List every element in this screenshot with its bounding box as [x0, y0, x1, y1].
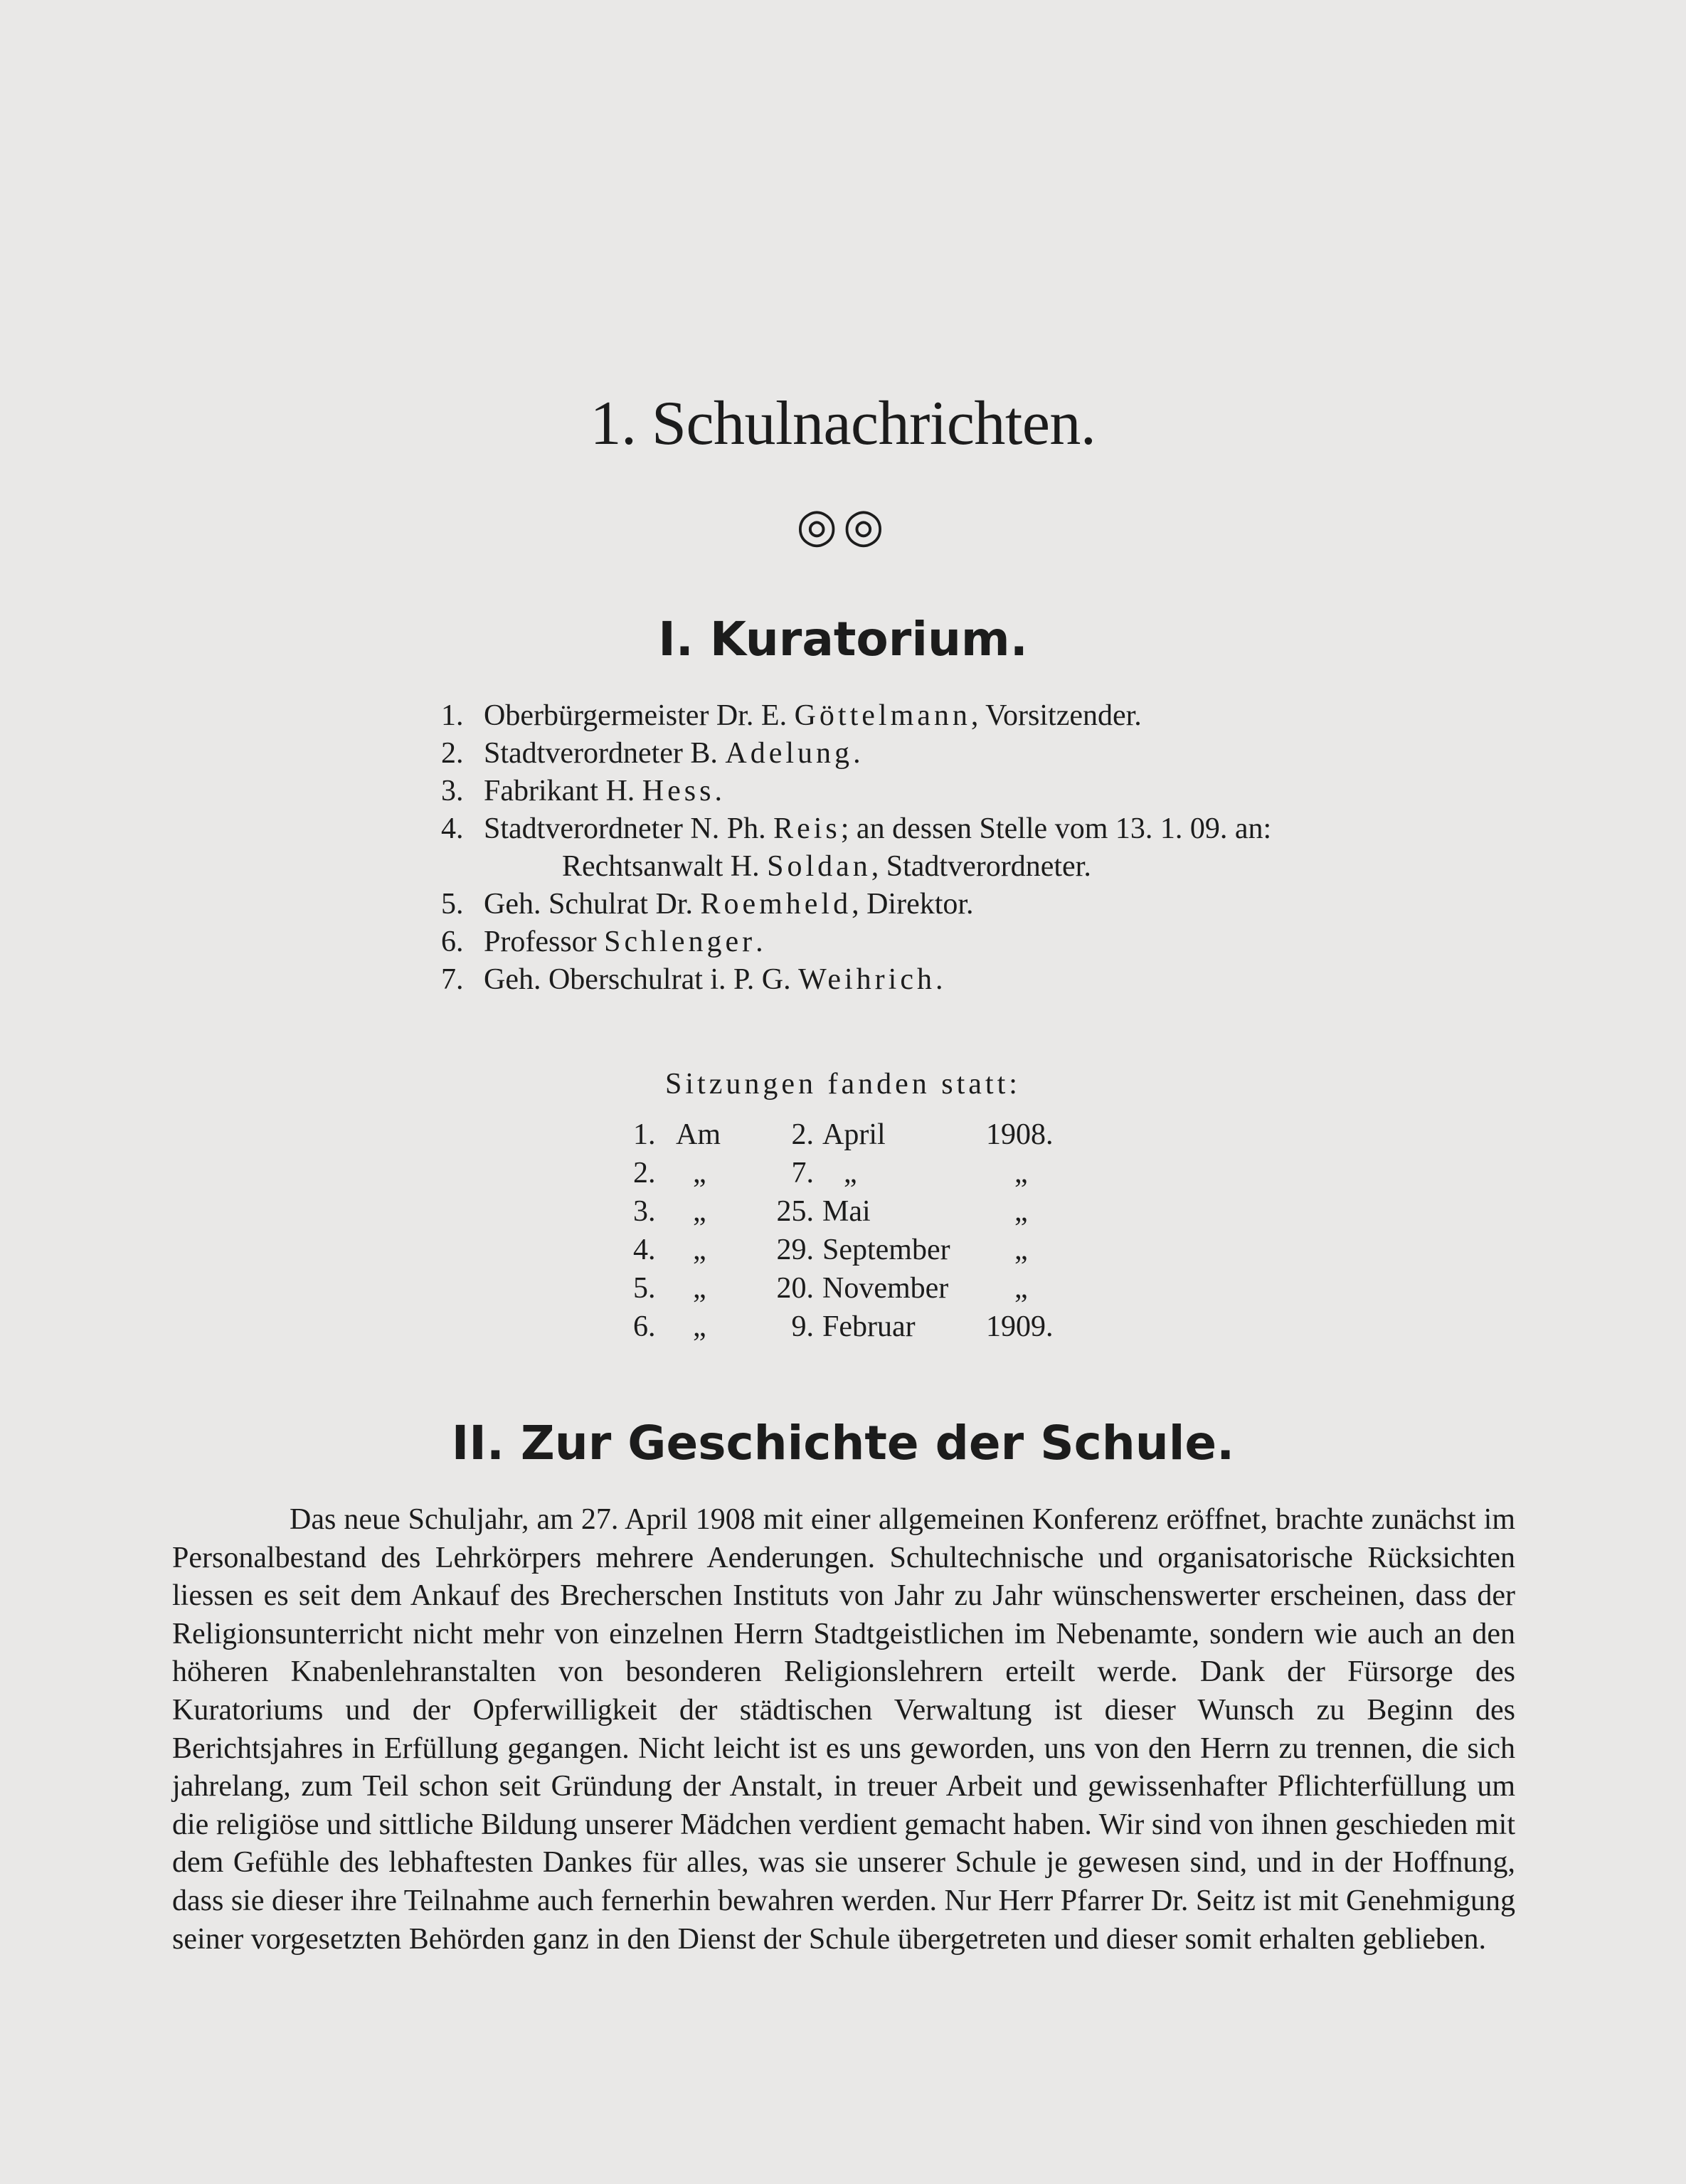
- member-role: .: [755, 926, 763, 958]
- member-name: Göttelmann: [794, 699, 971, 732]
- session-number: 3.: [633, 1195, 656, 1228]
- list-item: [441, 923, 1473, 961]
- session-prefix: Am: [676, 1118, 721, 1151]
- member-name: Hess: [642, 775, 715, 807]
- member-title: Geh. Schulrat Dr.: [484, 888, 701, 921]
- list-item-number: [441, 848, 484, 886]
- list-item-number: 4.: [441, 812, 464, 845]
- member-role: ; an dessen Stelle vom 13. 1. 09. an:: [840, 812, 1272, 845]
- session-year: „: [1014, 1234, 1028, 1266]
- member-role: , Stadtverordneter.: [871, 850, 1091, 883]
- member-name: Weihrich: [798, 963, 935, 996]
- session-prefix: „: [693, 1234, 706, 1266]
- table-row: [633, 1154, 1093, 1192]
- session-day: 9.: [791, 1310, 814, 1343]
- table-row: [633, 1115, 1093, 1154]
- list-item: [441, 961, 1473, 999]
- session-number: 5.: [633, 1272, 656, 1305]
- session-prefix: „: [693, 1157, 706, 1189]
- member-title: Rechtsanwalt H.: [562, 850, 768, 883]
- member-name: Roemheld: [700, 888, 852, 921]
- table-row: [633, 1308, 1093, 1346]
- list-item-number: 3.: [441, 775, 464, 807]
- session-day: 25.: [776, 1195, 814, 1228]
- session-day: 7.: [791, 1157, 814, 1189]
- member-role: .: [935, 963, 943, 996]
- session-month: Februar: [822, 1310, 916, 1343]
- session-number: 1.: [633, 1118, 656, 1151]
- session-year: 1909.: [986, 1310, 1054, 1343]
- member-name: Schlenger: [604, 926, 756, 958]
- member-name: Reis: [773, 812, 841, 845]
- session-prefix: „: [693, 1195, 706, 1228]
- session-year: 1908.: [986, 1118, 1054, 1151]
- kuratorium-member-list: [441, 697, 1473, 999]
- session-month: September: [822, 1234, 950, 1266]
- session-month: Mai: [822, 1195, 871, 1228]
- member-name: Adelung: [725, 737, 854, 770]
- history-paragraph: Das neue Schuljahr, am 27. April 1908 mit einer allgemeinen Konferenz eröffnet, brachte zunächst im Personalbestand des Lehrkörpers mehrere Aenderungen. Schultechnische und organisatorische Rücksichten liessen es seit dem Ankauf des Brecherschen Instituts von Jahr zu Jahr wünschenswerter erscheinen, dass der Religionsunterricht nicht mehr von einzelnen Herrn Stadtgeistlichen im Nebenamte, sondern wie auch an den höheren Knabenlehranstalten von besonderen Religionslehrern erteilt werde. Dank der Fürsorge des Kuratoriums und der Opferwilligkeit der städtischen Verwaltung ist dieser Wunsch zu Beginn des Berichtsjahres in Erfüllung gegangen. Nicht leicht ist es uns geworden, uns von den Herrn zu trennen, die sich jahrelang, zum Teil schon seit Gründung der Anstalt, in treuer Arbeit und gewissenhafter Pflichterfüllung um die religiöse und sittliche Bildung unserer Mädchen verdient gemacht haben. Wir sind von ihnen geschieden mit dem Gefühle des lebhaftesten Dankes für alles, was sie unserer Schule je gewesen sind, und in der Hoffnung, dass sie dieser ihre Teilnahme auch fernerhin bewahren werden. Nur Herr Pfarrer Dr. Seitz ist mit Genehmigung seiner vorgesetzten Behörden ganz in den Dienst der Schule übergetreten und dieser somit erhalten geblieben.: [172, 1503, 1515, 1956]
- session-year: „: [1014, 1157, 1028, 1189]
- list-item: [441, 773, 1473, 810]
- member-title: Stadtverordneter B.: [484, 737, 726, 770]
- list-item: [441, 810, 1473, 848]
- session-number: 6.: [633, 1310, 656, 1343]
- member-title: Fabrikant H.: [484, 775, 642, 807]
- member-name: Soldan: [767, 850, 871, 883]
- list-item-continuation: [441, 848, 1473, 886]
- member-title: Professor: [484, 926, 605, 958]
- table-row: [633, 1269, 1093, 1308]
- session-day: 20.: [776, 1272, 814, 1305]
- list-item: [441, 697, 1473, 735]
- list-item-number: 7.: [441, 963, 464, 996]
- table-row: [633, 1231, 1093, 1269]
- session-prefix: „: [693, 1272, 706, 1305]
- session-month: November: [822, 1272, 949, 1305]
- session-number: 2.: [633, 1157, 656, 1189]
- member-title: Geh. Oberschulrat i. P. G.: [484, 963, 799, 996]
- session-day: 29.: [776, 1234, 814, 1266]
- session-year: „: [1014, 1195, 1028, 1228]
- section-heading-kuratorium: I. Kuratorium.: [658, 612, 1028, 667]
- member-title: Oberbürgermeister Dr. E.: [484, 699, 795, 732]
- session-number: 4.: [633, 1234, 656, 1266]
- table-row: [633, 1192, 1093, 1231]
- session-year: „: [1014, 1272, 1028, 1305]
- member-role: , Direktor.: [852, 888, 974, 921]
- member-role: .: [714, 775, 722, 807]
- sessions-heading: Sitzungen fanden statt:: [665, 1068, 1021, 1101]
- member-title: Stadtverordneter N. Ph.: [484, 812, 774, 845]
- member-role: , Vorsitzender.: [970, 699, 1142, 732]
- list-item: [441, 735, 1473, 773]
- list-item-number: 1.: [441, 699, 464, 732]
- session-month: „: [844, 1157, 857, 1189]
- page-title: 1. Schulnachrichten.: [590, 389, 1096, 458]
- section-heading-geschichte: II. Zur Geschichte der Schule.: [451, 1416, 1235, 1470]
- ornament-divider: ◎◎: [796, 500, 890, 552]
- sessions-table: [633, 1115, 1093, 1346]
- list-item-number: 5.: [441, 888, 464, 921]
- list-item: [441, 886, 1473, 923]
- session-month: April: [822, 1118, 886, 1151]
- list-item-number: 6.: [441, 926, 464, 958]
- session-prefix: „: [693, 1310, 706, 1343]
- list-item-number: 2.: [441, 737, 464, 770]
- session-day: 2.: [791, 1118, 814, 1151]
- member-role: .: [853, 737, 861, 770]
